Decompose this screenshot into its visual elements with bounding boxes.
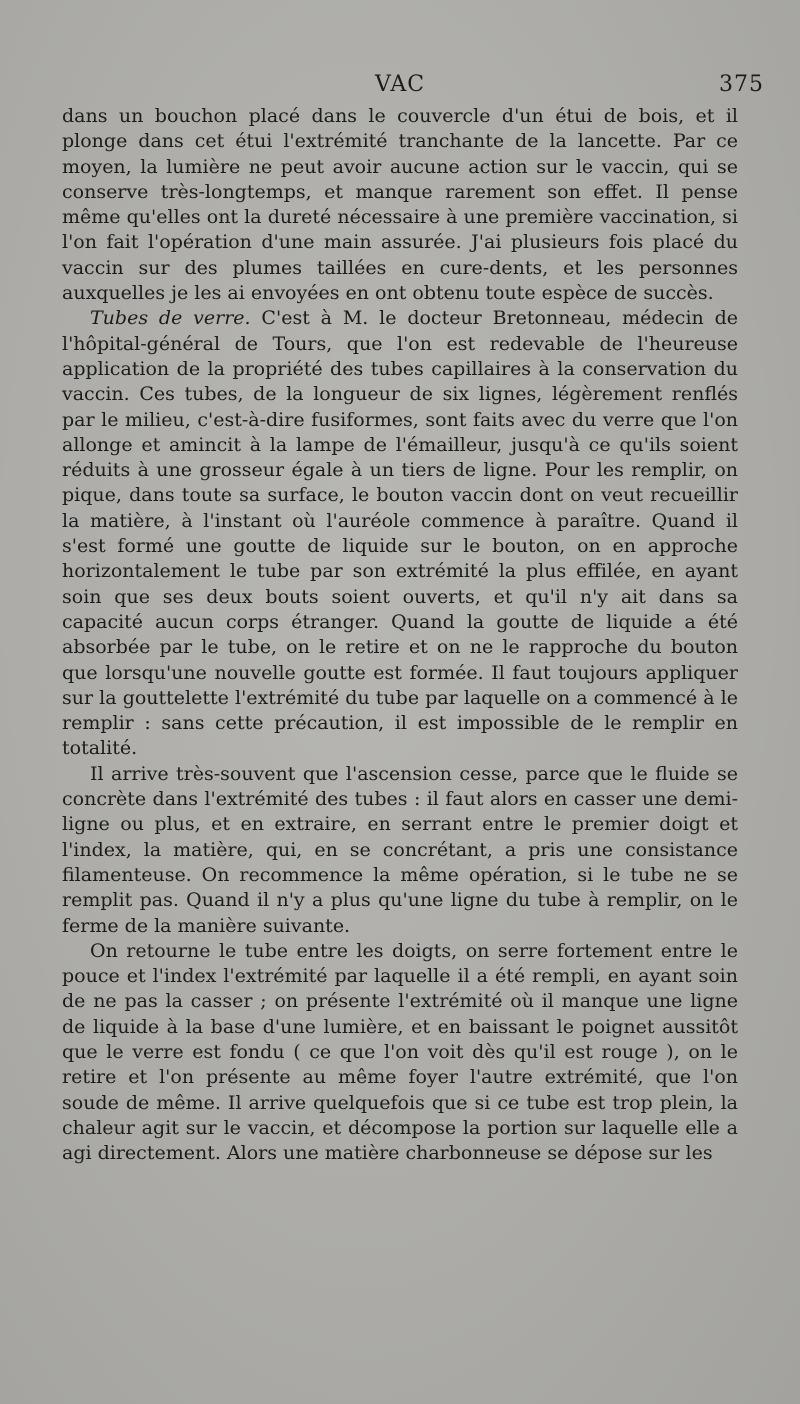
paragraph-1-text: dans un bouchon placé dans le couvercle d'un étui de bois, et il plonge dans cet étui l'extrémité tranchante de la lancette. Par ce moyen, la lumière ne peut avoir aucune action sur le vaccin, qui se conserve très-longtemps, et manque rarement son effet. Il pense même qu'elles ont la dureté nécessaire à une première vaccination, si l'on fait l'opération d'une main assurée. J'ai plusieurs fois placé du vaccin sur des plumes taillées en cure-dents, et les personnes auxquelles je les ai envoyées en ont obtenu toute espèce de succès. xyxy=(62,105,738,305)
section-heading-tubes-de-verre: Tubes de verre. xyxy=(90,307,251,330)
page-header xyxy=(0,72,800,102)
paragraph-4-text: On retourne le tube entre les doigts, on serre fortement entre le pouce et l'index l'extrémité par laquelle il a été rempli, en ayant soin de ne pas la casser ; on présente l'extrémité où il manque une ligne de liquide à la base d'une lumière, et en baissant le poignet aussitôt que le verre est fondu ( ce que l'on voit dès qu'il est rouge ), on le retire et l'on présente au même foyer l'autre extrémité, que l'on soude de même. Il arrive quelquefois que si ce tube est trop plein, la chaleur agit sur le vaccin, et décompose la portion sur laquelle elle a agi directement. Alors une matière charbonneuse se dépose sur les xyxy=(62,939,738,1165)
paragraph-4 xyxy=(62,939,738,1167)
paragraph-3-text: Il arrive très-souvent que l'ascension cesse, parce que le fluide se concrète dans l'extrémité des tubes : il faut alors en casser une demi-ligne ou plus, et en extraire, en serrant entre le premier doigt et l'index, la matière, qui, en se concrétant, a pris une consistance filamenteuse. On recommence la même opération, si le tube ne se remplit pas. Quand il n'y a plus qu'une ligne du tube à remplir, on le ferme de la manière suivante. xyxy=(62,762,738,937)
paragraph-2 xyxy=(62,306,738,761)
running-head: VAC xyxy=(374,72,426,97)
paragraph-2-text: C'est à M. le docteur Bretonneau, médecin de l'hôpital-général de Tours, que l'on est redevable de l'heureuse application de la propriété des tubes capillaires à la conservation du vaccin. Ces tubes, de la longueur de six lignes, légèrement renflés par le milieu, c'est-à-dire fusiformes, sont faits avec du verre que l'on allonge et amincit à la lampe de l'émailleur, jusqu'à ce qu'ils soient réduits à une grosseur égale à un tiers de ligne. Pour les remplir, on pique, dans toute sa surface, le bouton vaccin dont on veut recueillir la matière, à l'instant où l'auréole commence à paraître. Quand il s'est formé une goutte de liquide sur le bouton, on en approche horizontalement le tube par son extrémité la plus effilée, en ayant soin que ses deux bouts soient ouverts, et qu'il n'y ait dans sa capacité aucun corps étranger. Quand la goutte de liquide a été absorbée par le tube, on le retire et on ne le rapproche du bouton que lorsqu'une nouvelle goutte est formée. Il faut toujours appliquer sur la gouttelette l'extrémité du tube par laquelle on a commencé à le remplir : sans cette précaution, il est impossible de le remplir en totalité. xyxy=(62,307,738,760)
page-number: 375 xyxy=(719,72,764,97)
body-text xyxy=(62,104,738,1166)
paragraph-1 xyxy=(62,104,738,306)
paragraph-3 xyxy=(62,762,738,939)
